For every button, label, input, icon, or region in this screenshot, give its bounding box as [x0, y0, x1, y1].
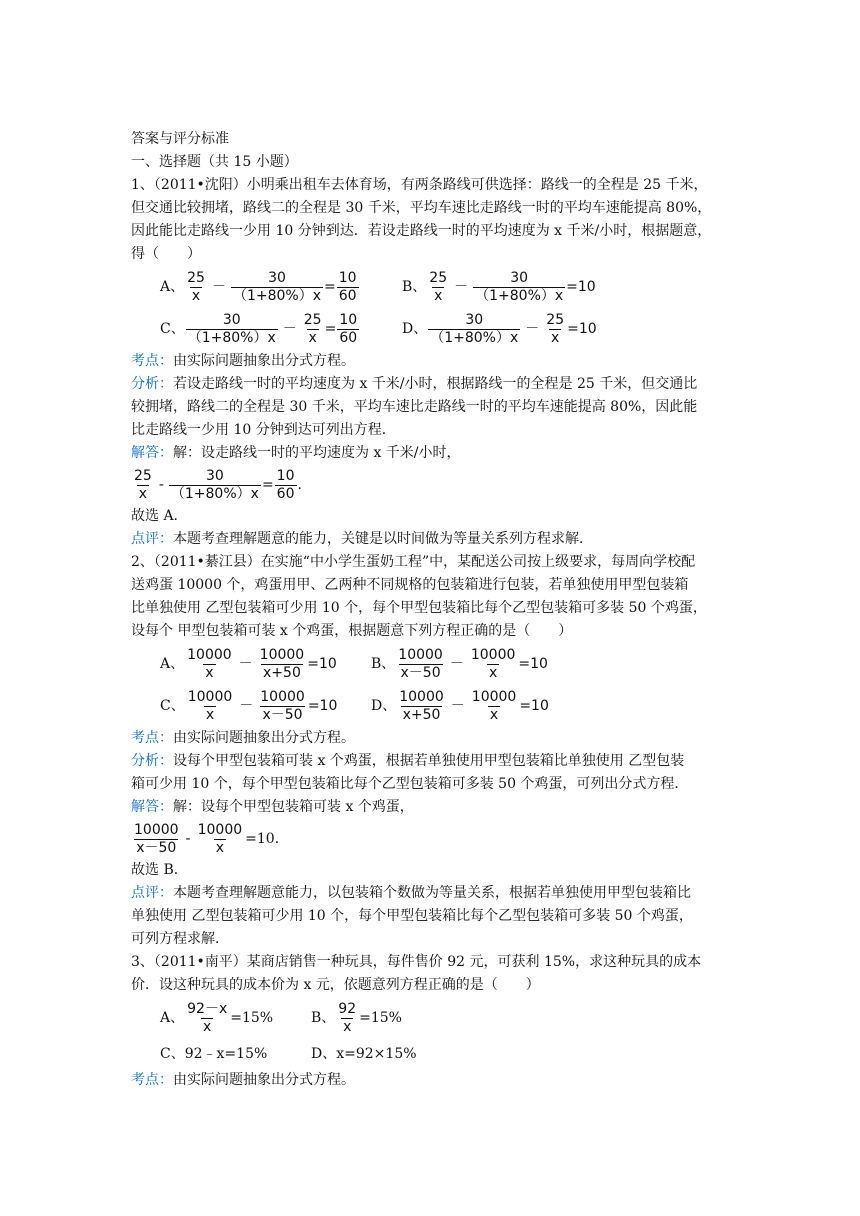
operator: - [158, 476, 164, 493]
fraction [185, 270, 207, 305]
numerator: 10 [338, 269, 357, 286]
numerator: 25 [134, 467, 152, 484]
operator: － [454, 278, 469, 295]
jieda-text: 解：设走路线一时的平均速度为 x 千米/小时， [173, 445, 461, 461]
q3-option-c [160, 1039, 267, 1069]
numerator: 10000 [187, 646, 232, 663]
numerator: 92－x [187, 1000, 228, 1017]
dianping-label: 点评： [131, 531, 173, 547]
numerator: 92 [338, 1000, 357, 1017]
fraction [337, 312, 359, 347]
equals: = [261, 476, 274, 493]
option-text: x=92×15% [336, 1045, 417, 1062]
q1-dianping [131, 528, 791, 551]
q1-option-b [402, 266, 596, 308]
fraction [427, 270, 449, 305]
q2-answer: 故选 B． [131, 862, 188, 878]
numerator: 30 [465, 311, 484, 328]
denominator: x [205, 706, 215, 723]
q2-fenxi [131, 750, 791, 773]
option-label: D、 [402, 320, 428, 337]
fraction [185, 1001, 229, 1036]
q2-fenxi-line: 箱可少用 10 个，每个甲型包装箱比每个乙型包装箱可多装 50 个鸡蛋，可列出分式方程． [131, 776, 689, 792]
fenxi-label: 分析： [131, 753, 173, 769]
operator: － [525, 320, 540, 337]
kaodian-label: 考点： [131, 730, 173, 746]
q2-option-c [160, 685, 337, 727]
fraction [196, 822, 245, 857]
fraction [470, 689, 519, 724]
q1-stem-line: 因此能比走路线一少用 10 分钟到达．若设走路线一时的平均速度为 x 千米/小时，根据题意， [131, 223, 712, 239]
q2-dianping-line: 单独使用 乙型包装箱可少用 10 个，每个甲型包装箱比每个乙型包装箱可多装 50 个鸡蛋， [131, 908, 693, 924]
denominator: x－50 [400, 664, 441, 681]
q1-fenxi-line: 比走路线一少用 10 分钟到达可列出方程． [131, 422, 396, 438]
q3-option-a [160, 997, 273, 1039]
numerator: 10 [339, 311, 358, 328]
option-label: A、 [160, 278, 185, 295]
option-label: D、 [371, 697, 397, 714]
numerator: 30 [268, 269, 286, 286]
q3-option-d [311, 1039, 417, 1069]
fraction [473, 270, 565, 305]
fraction [337, 270, 359, 305]
q2-options-row-1 [131, 643, 791, 685]
operator: － [238, 655, 253, 672]
option-text: 92﹣x=15% [184, 1045, 268, 1062]
equals-value: =10 [519, 697, 549, 714]
numerator: 25 [303, 311, 322, 328]
q2-option-b [371, 643, 548, 685]
option-label: C、 [160, 1045, 185, 1062]
q1-option-d [402, 308, 597, 350]
equals-value: =10 [307, 697, 338, 714]
denominator: x+50 [263, 664, 301, 681]
period: . [297, 476, 302, 493]
denominator: x [138, 485, 148, 502]
denominator: x [205, 664, 214, 681]
q1-fenxi-line: 较拥堵，路线二的全程是 30 千米，平均车速比走路线一时的平均车速能提高 80%，因此能 [131, 399, 698, 415]
equals-value: =15% [359, 1009, 402, 1026]
kaodian-label: 考点： [131, 353, 173, 369]
denominator: （1+80%）x [232, 287, 321, 304]
equals-value: =10 [307, 655, 337, 672]
denominator: 60 [276, 485, 295, 502]
denominator: x+50 [402, 706, 441, 723]
fraction [336, 1001, 358, 1036]
numerator: 10 [276, 467, 295, 484]
operator: - [185, 830, 191, 847]
option-label: C、 [160, 697, 185, 714]
q1-options-row-1 [131, 266, 791, 308]
numerator: 25 [187, 269, 205, 286]
equals-value: =10 [567, 320, 597, 337]
kaodian-text: 由实际问题抽象出分式方程。 [173, 730, 355, 746]
numerator: 10000 [187, 688, 233, 705]
denominator: x [551, 329, 560, 346]
dianping-label: 点评： [131, 885, 173, 901]
numerator: 30 [206, 467, 224, 484]
question-2 [131, 551, 791, 951]
fraction [396, 647, 445, 682]
q2-kaodian [131, 727, 791, 750]
option-label: D、 [311, 1045, 337, 1062]
q2-stem-line: 设每个 甲型包装箱可装 x 个鸡蛋，根据题意下列方程正确的是（ ） [131, 623, 573, 639]
fraction [275, 468, 297, 503]
q2-jieda [131, 796, 791, 819]
operator: － [282, 320, 297, 337]
denominator: x [308, 329, 317, 346]
q2-stem-line: 2、（2011•綦江县）在实施“中小学生蛋奶工程”中，某配送公司按上级要求，每周向学校配 [131, 554, 696, 570]
fraction [132, 468, 154, 503]
q1-options-row-2 [131, 308, 791, 350]
dianping-text: 本题考查理解题意的能力，关键是以时间做为等量关系列方程求解． [173, 531, 593, 547]
denominator: x [434, 287, 443, 304]
q1-kaodian [131, 350, 791, 373]
denominator: x－50 [136, 839, 177, 856]
q3-kaodian [131, 1069, 791, 1092]
q3-stem-line: 3、（2011•南平）某商店销售一种玩具，每件售价 92 元，可获利 15%，求这种玩具的成本 [131, 954, 702, 970]
jieda-label: 解答： [131, 445, 173, 461]
q1-answer: 故选 A． [131, 508, 188, 524]
numerator: 10000 [134, 821, 179, 838]
q1-option-a [160, 266, 360, 308]
q1-solution-equation [131, 465, 791, 505]
denominator: （1+80%）x [475, 287, 564, 304]
numerator: 10000 [399, 688, 444, 705]
q1-stem-line: 1、（2011•沈阳）小明乘出租车去体育场，有两条路线可供选择：路线一的全程是 25 千米， [131, 177, 708, 193]
denominator: x [191, 287, 201, 304]
fraction [397, 689, 446, 724]
q1-fenxi [131, 373, 791, 396]
q2-option-a [160, 643, 337, 685]
denominator: （1+80%）x [430, 329, 519, 346]
dianping-text: 本题考查理解题意能力，以包装箱个数做为等量关系，根据若单独使用甲型包装箱比 [173, 885, 691, 901]
q2-option-d [371, 685, 549, 727]
fraction [186, 689, 235, 724]
operator: － [450, 697, 465, 714]
option-label: A、 [160, 1009, 185, 1026]
denominator: x－50 [262, 706, 303, 723]
denominator: x [343, 1018, 352, 1035]
operator: － [211, 278, 226, 295]
option-label: A、 [160, 655, 185, 672]
q2-dianping-line: 可列方程求解． [131, 931, 229, 947]
document-title: 答案与评分标准 [131, 131, 229, 147]
operator: － [449, 655, 464, 672]
q3-option-b [311, 997, 402, 1039]
fraction [185, 647, 234, 682]
numerator: 30 [222, 311, 241, 328]
numerator: 10000 [398, 646, 443, 663]
equals-value: =10 [566, 278, 596, 295]
denominator: x [215, 839, 225, 856]
equals: = [324, 320, 337, 337]
question-1 [131, 174, 791, 551]
fraction [258, 647, 307, 682]
numerator: 10000 [259, 646, 305, 663]
equals: = [324, 278, 336, 295]
kaodian-text: 由实际问题抽象出分式方程。 [173, 1072, 355, 1088]
q1-option-c [160, 308, 360, 350]
q2-stem-line: 比单独使用 乙型包装箱可少用 10 个，每个甲型包装箱比每个乙型包装箱可多装 50 个鸡蛋， [131, 600, 707, 616]
denominator: x [488, 664, 498, 681]
option-label: B、 [311, 1009, 336, 1026]
numerator: 10000 [470, 646, 516, 663]
q3-stem-line: 价．设这种玩具的成本价为 x 元，依题意列方程正确的是（ ） [131, 977, 540, 993]
question-3 [131, 951, 791, 1092]
fraction [169, 468, 261, 503]
answer-document [131, 128, 791, 1092]
jieda-label: 解答： [131, 799, 173, 815]
fenxi-text: 若设走路线一时的平均速度为 x 千米/小时，根据路线一的全程是 25 千米，但交通比 [173, 376, 698, 392]
fraction [258, 689, 307, 724]
numerator: 25 [429, 269, 448, 286]
numerator: 10000 [471, 688, 517, 705]
jieda-text: 解：设每个甲型包装箱可装 x 个鸡蛋， [173, 799, 414, 815]
q2-options-row-2 [131, 685, 791, 727]
q3-options-row-1 [131, 997, 791, 1039]
denominator: 60 [339, 329, 358, 346]
option-label: B、 [371, 655, 396, 672]
fraction [132, 822, 181, 857]
q1-jieda [131, 442, 791, 465]
fraction [544, 312, 566, 347]
equals-value: =10． [245, 830, 289, 847]
fraction [302, 312, 324, 347]
kaodian-label: 考点： [131, 1072, 173, 1088]
q2-dianping [131, 882, 791, 905]
equals-value: =10 [518, 655, 548, 672]
q1-stem-line: 得（ ） [131, 246, 201, 262]
fraction [186, 312, 278, 347]
numerator: 10000 [260, 688, 305, 705]
section-heading: 一、选择题（共 15 小题） [131, 154, 298, 170]
denominator: x [489, 706, 499, 723]
q1-stem-line: 但交通比较拥堵，路线二的全程是 30 千米，平均车速比走路线一时的平均车速能提高 80%， [131, 200, 712, 216]
fraction [231, 270, 323, 305]
numerator: 25 [546, 311, 565, 328]
fraction [428, 312, 520, 347]
q2-solution-equation [131, 819, 791, 859]
denominator: 60 [338, 287, 357, 304]
numerator: 30 [510, 269, 529, 286]
fraction [469, 647, 518, 682]
numerator: 10000 [197, 821, 243, 838]
denominator: （1+80%）x [187, 329, 276, 346]
option-label: C、 [160, 320, 185, 337]
option-label: B、 [402, 278, 427, 295]
kaodian-text: 由实际问题抽象出分式方程。 [173, 353, 355, 369]
equals-value: =15% [230, 1009, 274, 1026]
fenxi-text: 设每个甲型包装箱可装 x 个鸡蛋，根据若单独使用甲型包装箱比单独使用 乙型包装 [173, 753, 685, 769]
operator: － [239, 697, 254, 714]
denominator: （1+80%）x [170, 485, 259, 502]
fenxi-label: 分析： [131, 376, 173, 392]
q3-options-row-2 [131, 1039, 791, 1069]
denominator: x [203, 1018, 212, 1035]
q2-stem-line: 送鸡蛋 10000 个，鸡蛋用甲、乙两种不同规格的包装箱进行包装，若单独使用甲型包装箱 [131, 577, 689, 593]
